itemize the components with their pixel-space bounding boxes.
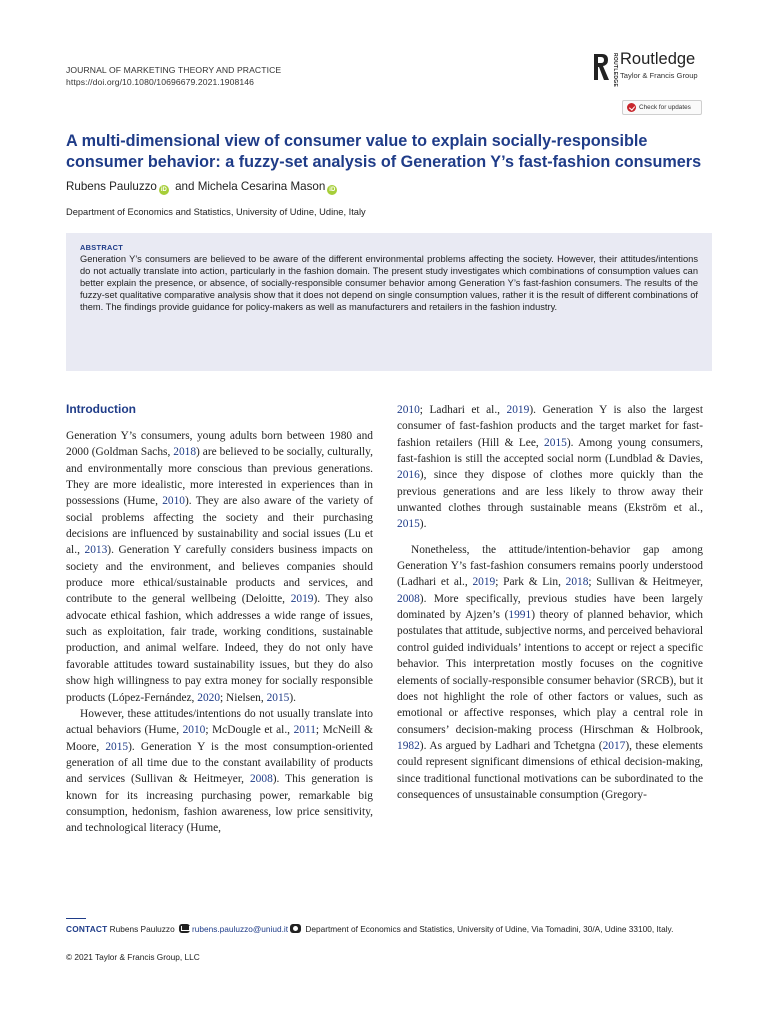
citation-link[interactable]: 2010 — [397, 404, 420, 416]
article-title: A multi-dimensional view of consumer value to explain socially-responsible consumer behavior: a fuzzy-set analysis of Generation Y’s fast-fashion consumers — [66, 132, 702, 171]
text-run: Generation Y’s consumers, young adults born between 1980 and 2000 (Goldman Sachs, — [66, 430, 373, 459]
body-column-right — [397, 402, 703, 803]
citation-link[interactable]: 2015 — [397, 518, 420, 531]
citation-link[interactable]: 2008 — [397, 592, 420, 605]
text-run: ; Sullivan & Heitmeyer, — [588, 576, 703, 589]
author-list — [66, 180, 340, 195]
text-run: ). More specifically, previous studies have been largely dominated by Ajzen’s ( — [397, 592, 703, 622]
citation-link[interactable]: 1982 — [397, 739, 420, 752]
text-run: ) are believed to be socially, culturally, and environmentally more conscious than previous generations. They are more idealistic, more interested in experiences than in possessions (Hume, — [66, 446, 373, 508]
check-updates-label: Check for updates — [639, 104, 691, 111]
text-run: ). Generation Y is the most consumption-oriented generation of all time due to the constant availability of products and services (Sullivan & Heitmeyer, — [66, 740, 373, 786]
routledge-logo-icon — [592, 52, 612, 82]
abstract-heading: ABSTRACT — [80, 243, 124, 252]
affiliation: Department of Economics and Statistics, University of Udine, Udine, Italy — [66, 207, 366, 217]
contact-name: Rubens Pauluzzo — [107, 924, 177, 934]
publisher-logo — [592, 52, 712, 88]
text-run: ). — [419, 518, 427, 531]
citation-link[interactable]: 2017 — [602, 739, 626, 752]
citation-link[interactable]: 2015 — [544, 436, 567, 449]
publisher-name: Routledge — [620, 50, 696, 68]
citation-link[interactable]: 2019 — [290, 593, 314, 606]
text-run: ), since they dispose of clothes more quickly than the previous generations and are less likely to throw away their unwanted clothes through sustainable means (Ekström et al., — [397, 469, 703, 515]
text-run: ). This generation is known for its increasing purchasing power, remarkable big consumption, hedonism, fashion awareness, low price sensitivity, and technological literacy (Hume, — [66, 773, 373, 835]
citation-link[interactable]: 2010 — [162, 495, 185, 508]
abstract-text: Generation Y’s consumers are believed to be aware of the different environmental problems affecting the society. However, their attitudes/intentions do not actually translate into action, particularly in the fashion domain. The present study investigates which combinations of consumption values can better explain the presence, or absence, of socially-responsible consumer behavior among Generation Y’s fast-fashion consumers. The results of the fuzzy-set qualitative comparative analysis show that it does not depend on single consumption values, rather it is the result of different combinations of them. The findings provide guidance for policy-makers as well as manufacturers and retailers in the fashion industry. — [80, 254, 698, 312]
publisher-side-label: ROUTLEDGE — [612, 53, 618, 88]
body-paragraph — [397, 542, 703, 804]
author-separator: and — [171, 180, 198, 193]
contact-footer — [66, 924, 712, 936]
orcid-icon[interactable]: iD — [329, 187, 336, 193]
abstract-box — [66, 233, 712, 371]
body-column-left — [66, 428, 373, 837]
check-for-updates-button[interactable] — [622, 100, 702, 115]
text-run: ; Park & Lin, — [495, 576, 566, 589]
doi-link[interactable]: https://doi.org/10.1080/10696679.2021.1908146 — [66, 77, 254, 87]
author-name[interactable]: Rubens Pauluzzo — [66, 180, 157, 193]
text-run: ; McDougle et al., — [205, 724, 294, 737]
email-icon — [179, 924, 190, 933]
text-run: ; Nielsen, — [220, 691, 267, 704]
text-run: ), these elements could represent significant dimensions of ethical decision-making, since traditional functional motivations can be subordinated to the consequences of unsustainable consumption (Gregory- — [397, 739, 703, 801]
text-run: ; Ladhari et al., — [419, 404, 507, 416]
text-run: ). They also advocate ethical fashion, which addresses a wide range of issues, such as exploitation, fair trade, working conditions, sustainable production, and animal welfare. Indeed, they do not only have favorable attitudes toward sustainability issues, but they do also show high willingness to pay extra money for socially responsible products (López-Fernández, — [66, 593, 373, 704]
journal-header — [66, 64, 281, 88]
citation-link[interactable]: 2008 — [249, 773, 273, 786]
citation-link[interactable]: 2016 — [397, 469, 420, 482]
check-updates-icon — [627, 103, 636, 112]
citation-link[interactable]: 2011 — [293, 724, 316, 737]
journal-name: JOURNAL OF MARKETING THEORY AND PRACTICE — [66, 65, 282, 75]
text-run: However, these attitudes/intentions do not usually translate into actual behaviors (Hume, — [66, 707, 373, 737]
citation-link[interactable]: 2020 — [197, 691, 221, 704]
body-paragraph-continued — [397, 402, 703, 533]
address-icon — [290, 924, 301, 933]
body-paragraph — [66, 706, 373, 837]
text-run: ). Generation Y is also the largest consumer of fast-fashion products and the target market for fast-fashion retailers (Hill & Lee, — [397, 404, 703, 449]
contact-label: CONTACT — [66, 924, 108, 934]
text-run: ). Generation Y carefully considers business impacts on society and the environment, and believes companies should produce more ethical/sustainable products and services, and contribute to the general wellbeing (Deloitte, — [66, 544, 373, 606]
footer-divider — [66, 918, 86, 919]
text-run: Nonetheless, the attitude/intention-behavior gap among Generation Y’s fast-fashion consumers remains poorly understood (Ladhari et al., — [397, 543, 703, 589]
text-run: ; McNeill & Moore, — [66, 724, 373, 753]
publisher-subtitle: Taylor & Francis Group — [620, 71, 698, 80]
author-name[interactable]: Michela Cesarina Mason — [197, 180, 326, 193]
citation-link[interactable]: 2015 — [266, 691, 290, 704]
text-run: ). They are also aware of the variety of social problems affecting the society and their purchasing decisions are influenced by sustainability and social issues (Lu et al., — [66, 495, 373, 557]
citation-link[interactable]: 1991 — [508, 609, 532, 622]
text-run: ) theory of planned behavior, which postulates that attitude, subjective norms, and perceived behavioral control guided individuals’ intentions to accept or reject a specific behavior. This interpretation mostly focuses on the cognitive elements of socially-responsible consumer behavior (SRCB), but it does not highlight the role of other factors or values, such as emotional or affective responses, which play a central role in consumers’ decision-making process (Hirschman & Holbrook, — [397, 609, 703, 736]
contact-address: Department of Economics and Statistics, University of Udine, Via Tomadini, 30/A, Udine 33100, Italy. — [303, 924, 674, 934]
orcid-icon[interactable]: iD — [160, 187, 167, 193]
citation-link[interactable]: 2015 — [105, 740, 129, 753]
citation-link[interactable]: 2018 — [173, 446, 197, 459]
section-heading: Introduction — [66, 402, 136, 416]
citation-link[interactable]: 2018 — [565, 576, 589, 589]
citation-link[interactable]: 2019 — [472, 576, 496, 589]
copyright-notice: © 2021 Taylor & Francis Group, LLC — [66, 952, 200, 962]
email-link[interactable]: rubens.pauluzzo@uniud.it — [192, 924, 289, 934]
text-run: ). — [289, 691, 296, 704]
citation-link[interactable]: 2010 — [182, 724, 206, 737]
body-paragraph — [66, 428, 373, 706]
text-run: ). Among young consumers, fast-fashion is still the accepted social norm (Lundblad & Davies, — [397, 436, 703, 466]
text-run: ). As argued by Ladhari and Tchetgna ( — [419, 739, 603, 752]
citation-link[interactable]: 2013 — [84, 544, 108, 557]
citation-link[interactable]: 2019 — [506, 404, 530, 416]
